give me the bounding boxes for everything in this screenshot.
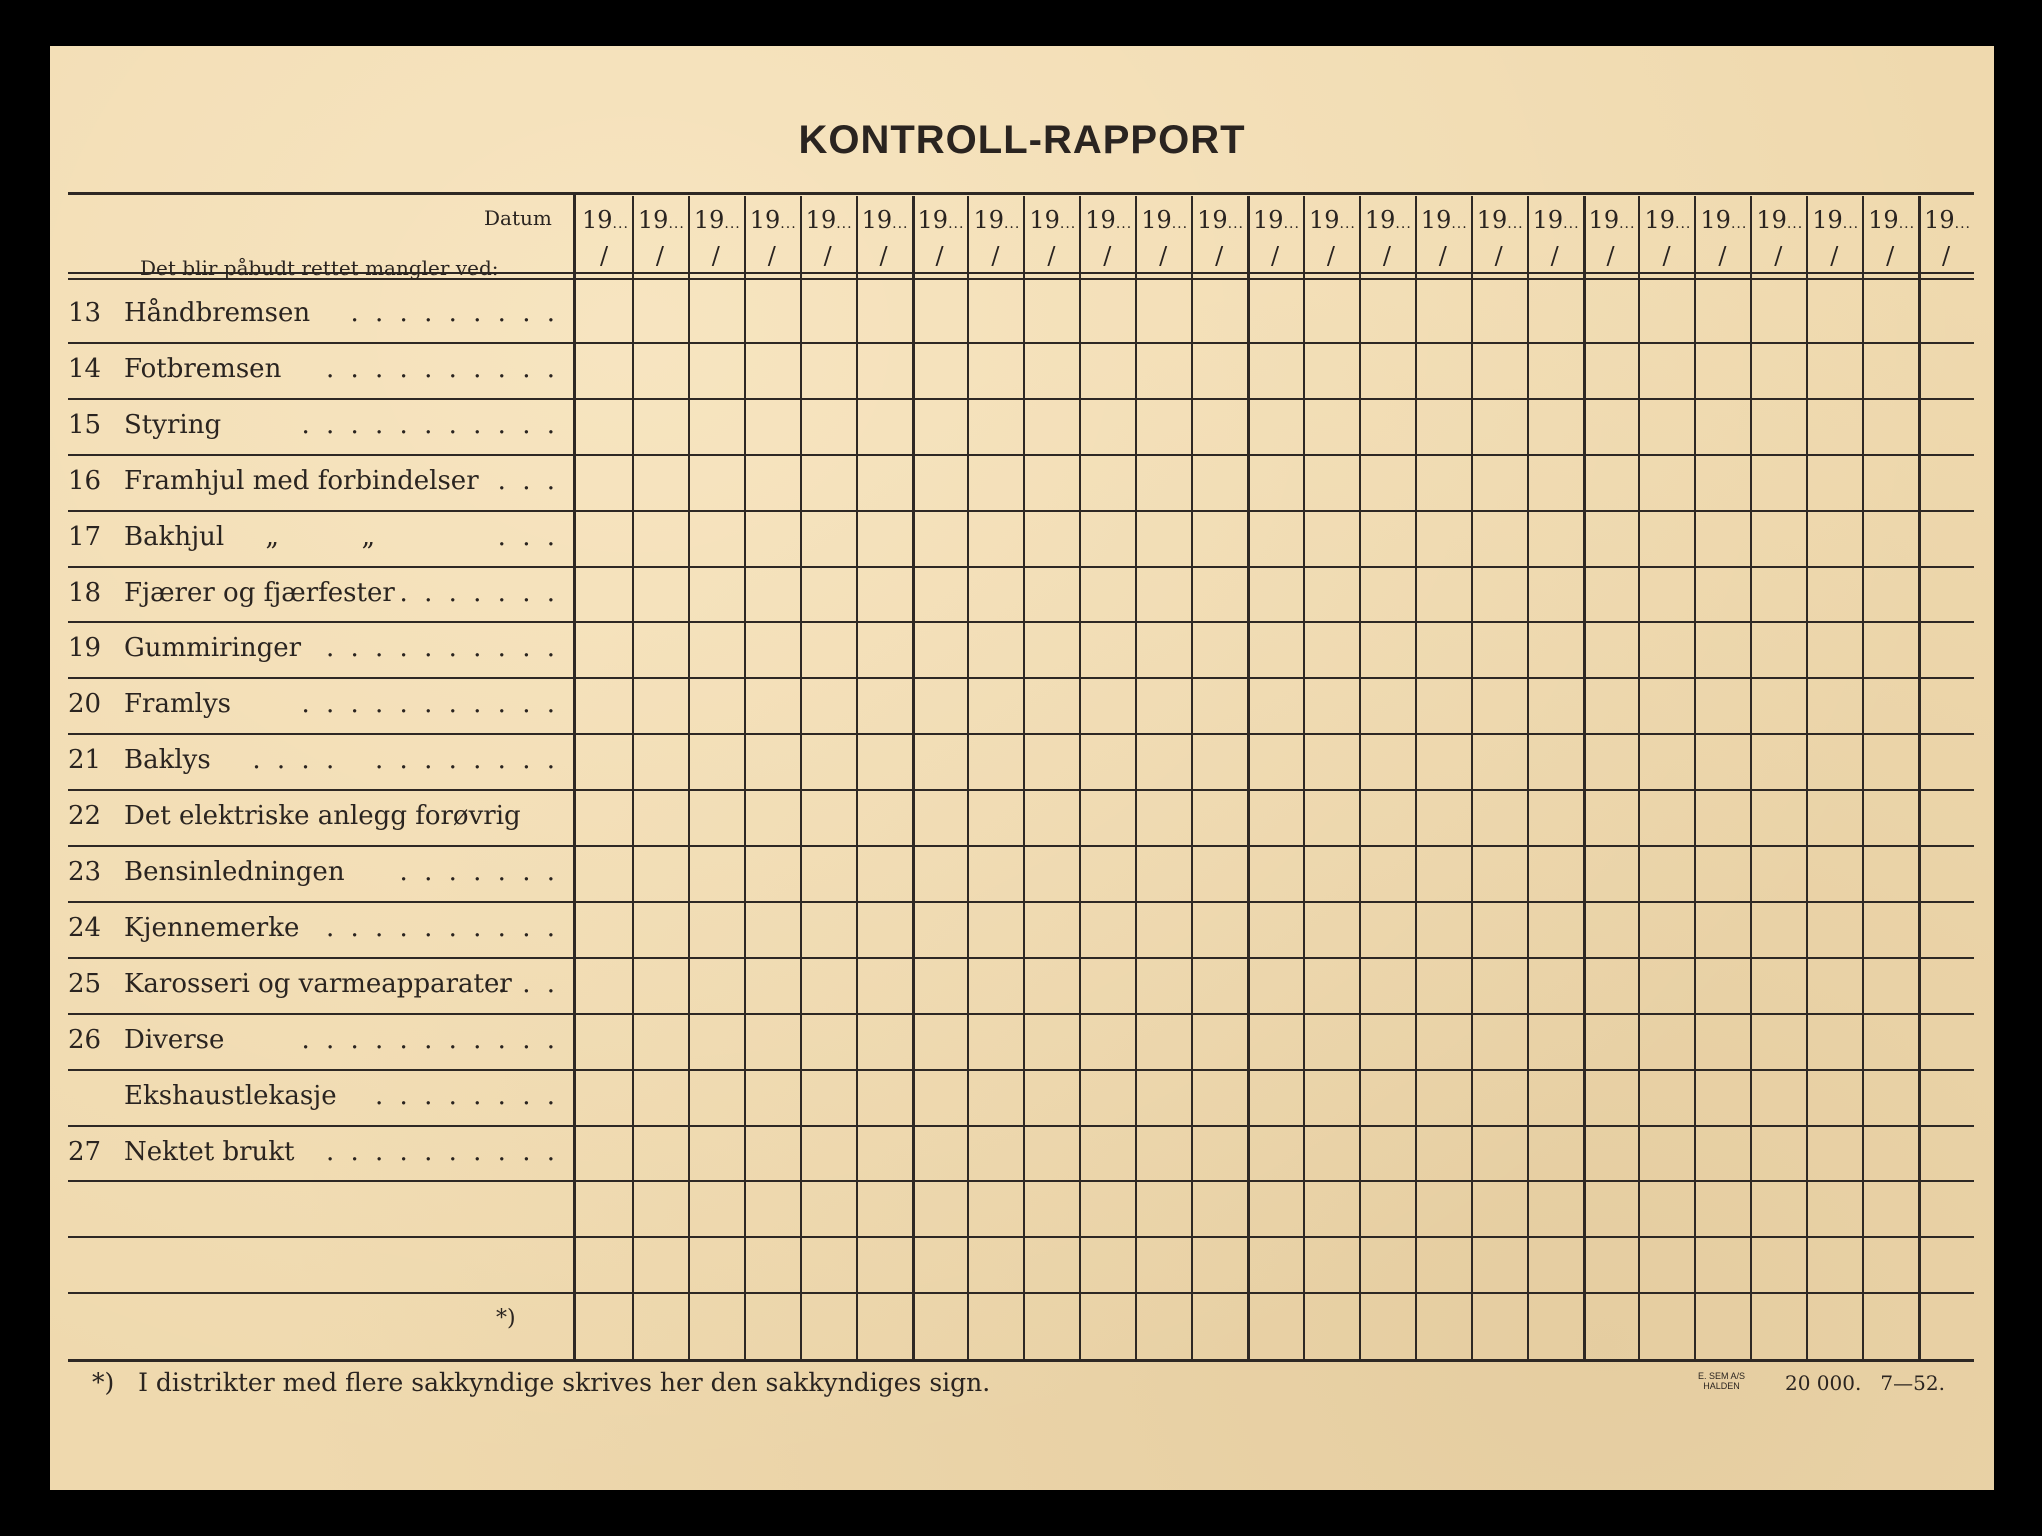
row-label: Bakhjul „ „ — [124, 521, 376, 552]
date-year — [973, 206, 1020, 234]
row-leader-dots: . . . . . . . . . . — [325, 353, 559, 384]
column-divider — [688, 196, 690, 1359]
column-divider — [1694, 196, 1696, 1359]
column-divider — [1415, 196, 1417, 1359]
year-dots: ... — [1171, 216, 1189, 232]
date-year — [1589, 206, 1636, 234]
header-top-rule — [68, 192, 1974, 195]
date-year — [1756, 206, 1803, 234]
year-dots: ... — [1283, 216, 1300, 232]
row-number: 20 — [68, 689, 102, 720]
year-prefix: 19 — [582, 206, 613, 234]
row-number: 25 — [68, 968, 102, 999]
year-dots: ... — [1842, 216, 1860, 232]
date-slash: / — [1047, 242, 1056, 270]
year-dots: ... — [612, 216, 629, 232]
date-slash: / — [1606, 242, 1615, 270]
row-leader-dots: . . . . . . . . . . . . — [252, 745, 559, 776]
footnote: *) I distrikter med flere sakkyndige skrives her den sakkyndiges sign. — [92, 1368, 991, 1397]
year-prefix: 19 — [1812, 206, 1843, 234]
date-slash: / — [1942, 242, 1951, 270]
row-label: Gummiringer — [124, 633, 302, 664]
row-label: Det elektriske anlegg forøvrig — [124, 801, 521, 832]
date-slash: / — [823, 242, 832, 270]
row-label: Framhjul med forbindelser — [124, 465, 479, 496]
date-year — [1141, 206, 1188, 234]
page-title: KONTROLL-RAPPORT — [798, 118, 1246, 162]
row-rule — [68, 621, 1974, 623]
row-label: Ekshaustlekasje — [124, 1080, 337, 1111]
date-slash: / — [767, 242, 776, 270]
row-label: Framlys — [124, 689, 231, 720]
row-label: Styring — [124, 409, 222, 440]
year-prefix: 19 — [917, 206, 949, 234]
year-dots: ... — [1451, 216, 1468, 232]
year-prefix: 19 — [1364, 206, 1396, 234]
year-dots: ... — [1786, 216, 1804, 232]
column-divider — [632, 196, 634, 1359]
column-divider — [1638, 196, 1640, 1359]
row-label: Nektet brukt — [124, 1136, 295, 1167]
year-prefix: 19 — [1253, 206, 1284, 234]
row-number: 24 — [68, 912, 102, 943]
row-rule — [68, 845, 1974, 847]
date-slash: / — [935, 242, 944, 270]
row-rule — [68, 566, 1974, 568]
row-number: 18 — [68, 577, 102, 608]
date-slash: / — [1774, 242, 1783, 270]
year-prefix: 19 — [693, 206, 725, 234]
row-leader-dots: . . . . . . . — [399, 857, 559, 887]
row-number: 26 — [68, 1024, 102, 1055]
date-year — [1924, 206, 1971, 234]
row-leader-dots: . . . . . . . . . — [350, 298, 559, 328]
row-rule — [68, 901, 1974, 903]
row-rule — [68, 510, 1974, 512]
date-year — [1868, 206, 1915, 234]
date-slash: / — [1215, 242, 1224, 270]
date-slash: / — [1662, 242, 1671, 270]
date-slash: / — [1718, 242, 1727, 270]
printer-name: E. SEM A/S — [1698, 1371, 1746, 1381]
year-dots: ... — [1507, 216, 1524, 232]
date-year — [1644, 206, 1691, 234]
date-year — [1309, 206, 1356, 234]
year-prefix: 19 — [1029, 206, 1060, 234]
year-dots: ... — [1898, 216, 1916, 232]
year-prefix: 19 — [973, 206, 1004, 234]
date-slash: / — [1886, 242, 1895, 270]
row-number: 17 — [68, 521, 102, 552]
year-dots: ... — [1563, 216, 1580, 232]
printer-mark — [1698, 1371, 1745, 1391]
table-bottom-rule — [68, 1359, 1974, 1362]
row-number: 15 — [68, 409, 102, 440]
year-dots: ... — [1619, 216, 1636, 232]
date-slash: / — [1494, 242, 1503, 270]
date-slash: / — [879, 242, 888, 270]
date-slash: / — [1326, 242, 1335, 270]
year-prefix: 19 — [1476, 206, 1508, 234]
column-divider — [1750, 196, 1752, 1359]
row-rule — [68, 1013, 1974, 1015]
row-rule — [68, 1236, 1974, 1238]
date-year — [1812, 206, 1859, 234]
year-dots: ... — [1115, 216, 1133, 232]
column-divider — [1135, 196, 1137, 1359]
date-year — [638, 206, 685, 234]
date-year — [806, 206, 853, 234]
date-year — [694, 206, 741, 234]
year-dots: ... — [1954, 216, 1971, 232]
datum-label: Datum — [484, 206, 552, 230]
year-prefix: 19 — [1308, 206, 1340, 234]
date-year — [1253, 206, 1300, 234]
row-rule — [68, 1125, 1974, 1127]
row-leader-dots: . . . . . . . . . . — [325, 1136, 559, 1167]
row-number: 19 — [68, 633, 102, 664]
header-instruction: Det blir påbudt rettet mangler ved: — [140, 256, 499, 280]
year-prefix: 19 — [1868, 206, 1899, 234]
date-year — [582, 206, 629, 234]
date-year — [1533, 206, 1580, 234]
row-rule — [68, 1069, 1974, 1071]
column-divider — [1303, 196, 1305, 1359]
date-slash: / — [1382, 242, 1391, 270]
row-rule — [68, 1180, 1974, 1182]
row-number: 13 — [68, 298, 102, 328]
column-divider — [1918, 196, 1921, 1359]
year-dots: ... — [1227, 216, 1245, 232]
year-prefix: 19 — [749, 206, 781, 234]
year-dots: ... — [724, 216, 741, 232]
row-leader-dots: . . . — [497, 465, 559, 496]
signature-mark: *) — [496, 1306, 516, 1332]
year-dots: ... — [892, 216, 909, 232]
row-leader-dots: . . . — [497, 521, 559, 552]
row-number: 22 — [68, 801, 102, 832]
column-divider — [800, 196, 802, 1359]
row-label: Fotbremsen — [124, 353, 282, 384]
column-divider — [1359, 196, 1361, 1359]
date-year — [862, 206, 909, 234]
row-leader-dots: . . . . . . . . . . — [325, 912, 559, 943]
label-column-divider — [573, 192, 576, 1359]
row-label: Håndbremsen — [124, 298, 311, 328]
date-year — [918, 206, 965, 234]
row-leader-dots: . . . . . . . — [399, 577, 559, 608]
row-label: Baklys — [124, 745, 211, 776]
printer-city: HALDEN — [1703, 1381, 1740, 1391]
year-prefix: 19 — [1700, 206, 1731, 234]
year-dots: ... — [1395, 216, 1412, 232]
column-divider — [967, 196, 969, 1359]
row-rule — [68, 398, 1974, 400]
date-slash: / — [1438, 242, 1447, 270]
date-year — [1477, 206, 1524, 234]
column-divider — [1862, 196, 1864, 1359]
year-dots: ... — [1059, 216, 1077, 232]
row-label: Bensinledningen — [124, 857, 345, 887]
column-divider — [1471, 196, 1473, 1359]
year-dots: ... — [1730, 216, 1748, 232]
date-year — [1085, 206, 1132, 234]
date-year — [1365, 206, 1412, 234]
column-divider — [1806, 196, 1808, 1359]
year-prefix: 19 — [1588, 206, 1620, 234]
year-prefix: 19 — [1197, 206, 1228, 234]
edition-info: 20 000. 7—52. — [1785, 1371, 1945, 1395]
row-leader-dots: . . . — [497, 968, 559, 999]
year-prefix: 19 — [1532, 206, 1564, 234]
year-prefix: 19 — [805, 206, 837, 234]
row-rule — [68, 957, 1974, 959]
year-prefix: 19 — [1756, 206, 1787, 234]
row-rule — [68, 789, 1974, 791]
date-year — [750, 206, 797, 234]
year-dots: ... — [1339, 216, 1356, 232]
column-divider — [1527, 196, 1529, 1359]
column-divider — [1079, 196, 1081, 1359]
row-leader-dots: . . . . . . . . . . . — [301, 1024, 559, 1055]
row-rule — [68, 454, 1974, 456]
year-dots: ... — [948, 216, 965, 232]
date-slash: / — [1830, 242, 1839, 270]
row-label: Kjennemerke — [124, 912, 300, 943]
date-year — [1029, 206, 1076, 234]
year-dots: ... — [668, 216, 685, 232]
date-year — [1700, 206, 1747, 234]
year-prefix: 19 — [1085, 206, 1116, 234]
year-dots: ... — [1675, 216, 1692, 232]
date-year — [1421, 206, 1468, 234]
date-slash: / — [655, 242, 664, 270]
row-leader-dots: . . . . . . . . . . . — [301, 689, 559, 720]
report-card — [50, 46, 1994, 1490]
row-number: 23 — [68, 857, 102, 887]
column-divider — [912, 196, 915, 1359]
row-number: 14 — [68, 353, 102, 384]
date-slash: / — [711, 242, 720, 270]
year-dots: ... — [1003, 216, 1021, 232]
year-dots: ... — [836, 216, 853, 232]
column-divider — [1023, 196, 1025, 1359]
date-slash: / — [1271, 242, 1280, 270]
date-slash: / — [991, 242, 1000, 270]
row-number: 27 — [68, 1136, 102, 1167]
date-slash: / — [1550, 242, 1559, 270]
year-dots: ... — [780, 216, 797, 232]
year-prefix: 19 — [1644, 206, 1676, 234]
column-divider — [1247, 196, 1250, 1359]
column-divider — [856, 196, 858, 1359]
row-number: 21 — [68, 745, 102, 776]
row-leader-dots: . . . . . . . . . . . — [301, 409, 559, 440]
date-year — [1197, 206, 1244, 234]
row-rule — [68, 677, 1974, 679]
date-slash: / — [599, 242, 609, 270]
row-rule — [68, 733, 1974, 735]
date-slash: / — [1103, 242, 1112, 270]
column-divider — [744, 196, 746, 1359]
column-divider — [1191, 196, 1193, 1359]
date-slash: / — [1159, 242, 1168, 270]
year-prefix: 19 — [1420, 206, 1452, 234]
row-label: Diverse — [124, 1024, 225, 1055]
row-leader-dots: . . . . . . . . . . — [325, 633, 559, 664]
row-rule — [68, 342, 1974, 344]
row-label: Karosseri og varmeapparater — [124, 968, 512, 999]
year-prefix: 19 — [861, 206, 893, 234]
row-leader-dots: . . . . . . . . — [375, 1080, 559, 1111]
row-rule — [68, 1292, 1974, 1294]
year-prefix: 19 — [637, 206, 669, 234]
row-label: Fjærer og fjærfester — [124, 577, 395, 608]
year-prefix: 19 — [1924, 206, 1955, 234]
year-prefix: 19 — [1141, 206, 1172, 234]
column-divider — [1583, 196, 1586, 1359]
row-number: 16 — [68, 465, 102, 496]
